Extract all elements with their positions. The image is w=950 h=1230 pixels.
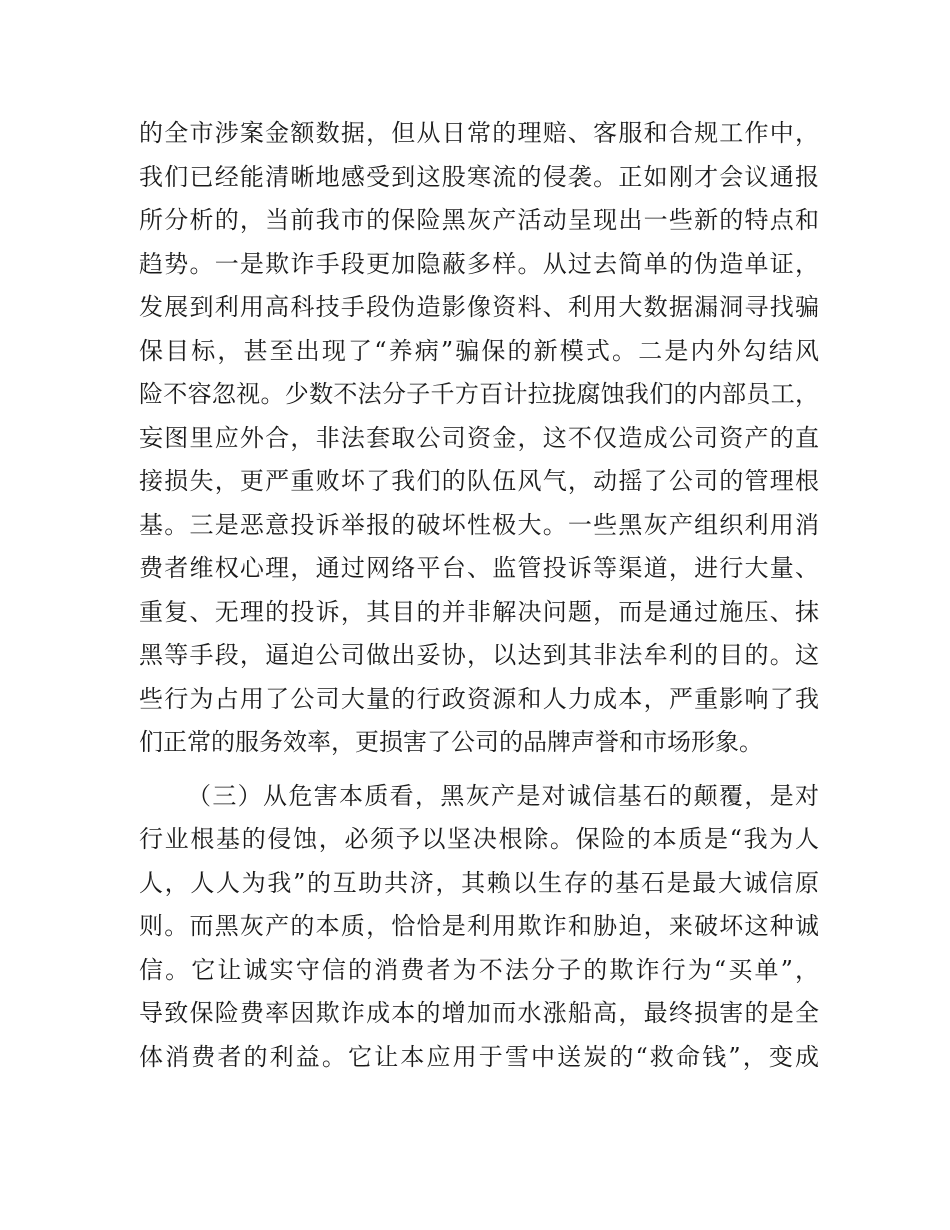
text-line: 趋势。一是欺诈手段更加隐蔽多样。从过去简单的伪造单证， [139, 249, 819, 278]
text-line: 所分析的，当前我市的保险黑灰产活动呈现出一些新的特点和 [139, 206, 819, 234]
text-line: 保目标，甚至出现了“养病”骗保的新模式。二是内外勾结风 [139, 336, 819, 365]
text-line: 们正常的服务效率，更损害了公司的品牌声誉和市场形象。 [139, 728, 763, 756]
paragraph-spacer [139, 765, 819, 775]
text-line: 则。而黑灰产的本质，恰恰是利用欺诈和胁迫，来破坏这种诚 [139, 912, 819, 940]
text-line: 黑等手段，逼迫公司做出妥协，以达到其非法牟利的目的。这 [139, 641, 819, 669]
text-line: 接损失，更严重败坏了我们的队伍风气，动摇了公司的管理根 [139, 467, 819, 495]
text-line: 些行为占用了公司大量的行政资源和人力成本，严重影响了我 [139, 684, 819, 713]
text-line: 信。它让诚实守信的消费者为不法分子的欺诈行为“买单”， [139, 955, 819, 984]
paragraph-1 [139, 112, 819, 765]
text-line: 体消费者的利益。它让本应用于雪中送炭的“救命钱”，变成 [139, 1042, 819, 1071]
text-line: 导致保险费率因欺诈成本的增加而水涨船高，最终损害的是全 [139, 999, 819, 1027]
text-line: 人，人人为我”的互助共济，其赖以生存的基石是最大诚信原 [139, 868, 819, 897]
paragraph-2 [139, 775, 819, 1080]
text-line: 基。三是恶意投诉举报的破坏性极大。一些黑灰产组织利用消 [139, 510, 819, 539]
document-body [139, 112, 819, 1079]
text-line: 险不容忽视。少数不法分子千方百计拉拢腐蚀我们的内部员工， [139, 380, 819, 408]
text-line: 费者维权心理，通过网络平台、监管投诉等渠道，进行大量、 [139, 554, 819, 582]
text-line: 重复、无理的投诉，其目的并非解决问题，而是通过施压、抹 [139, 597, 819, 626]
text-line: 妄图里应外合，非法套取公司资金，这不仅造成公司资产的直 [139, 423, 819, 452]
text-line: 发展到利用高科技手段伪造影像资料、利用大数据漏洞寻找骗 [139, 293, 819, 321]
text-line: 行业根基的侵蚀，必须予以坚决根除。保险的本质是“我为人 [139, 825, 819, 853]
text-line: 我们已经能清晰地感受到这股寒流的侵袭。正如刚才会议通报 [139, 162, 819, 191]
text-line: 的全市涉案金额数据，但从日常的理赔、客服和合规工作中， [139, 119, 819, 147]
text-line: （三）从危害本质看，黑灰产是对诚信基石的颠覆，是对 [187, 781, 819, 810]
